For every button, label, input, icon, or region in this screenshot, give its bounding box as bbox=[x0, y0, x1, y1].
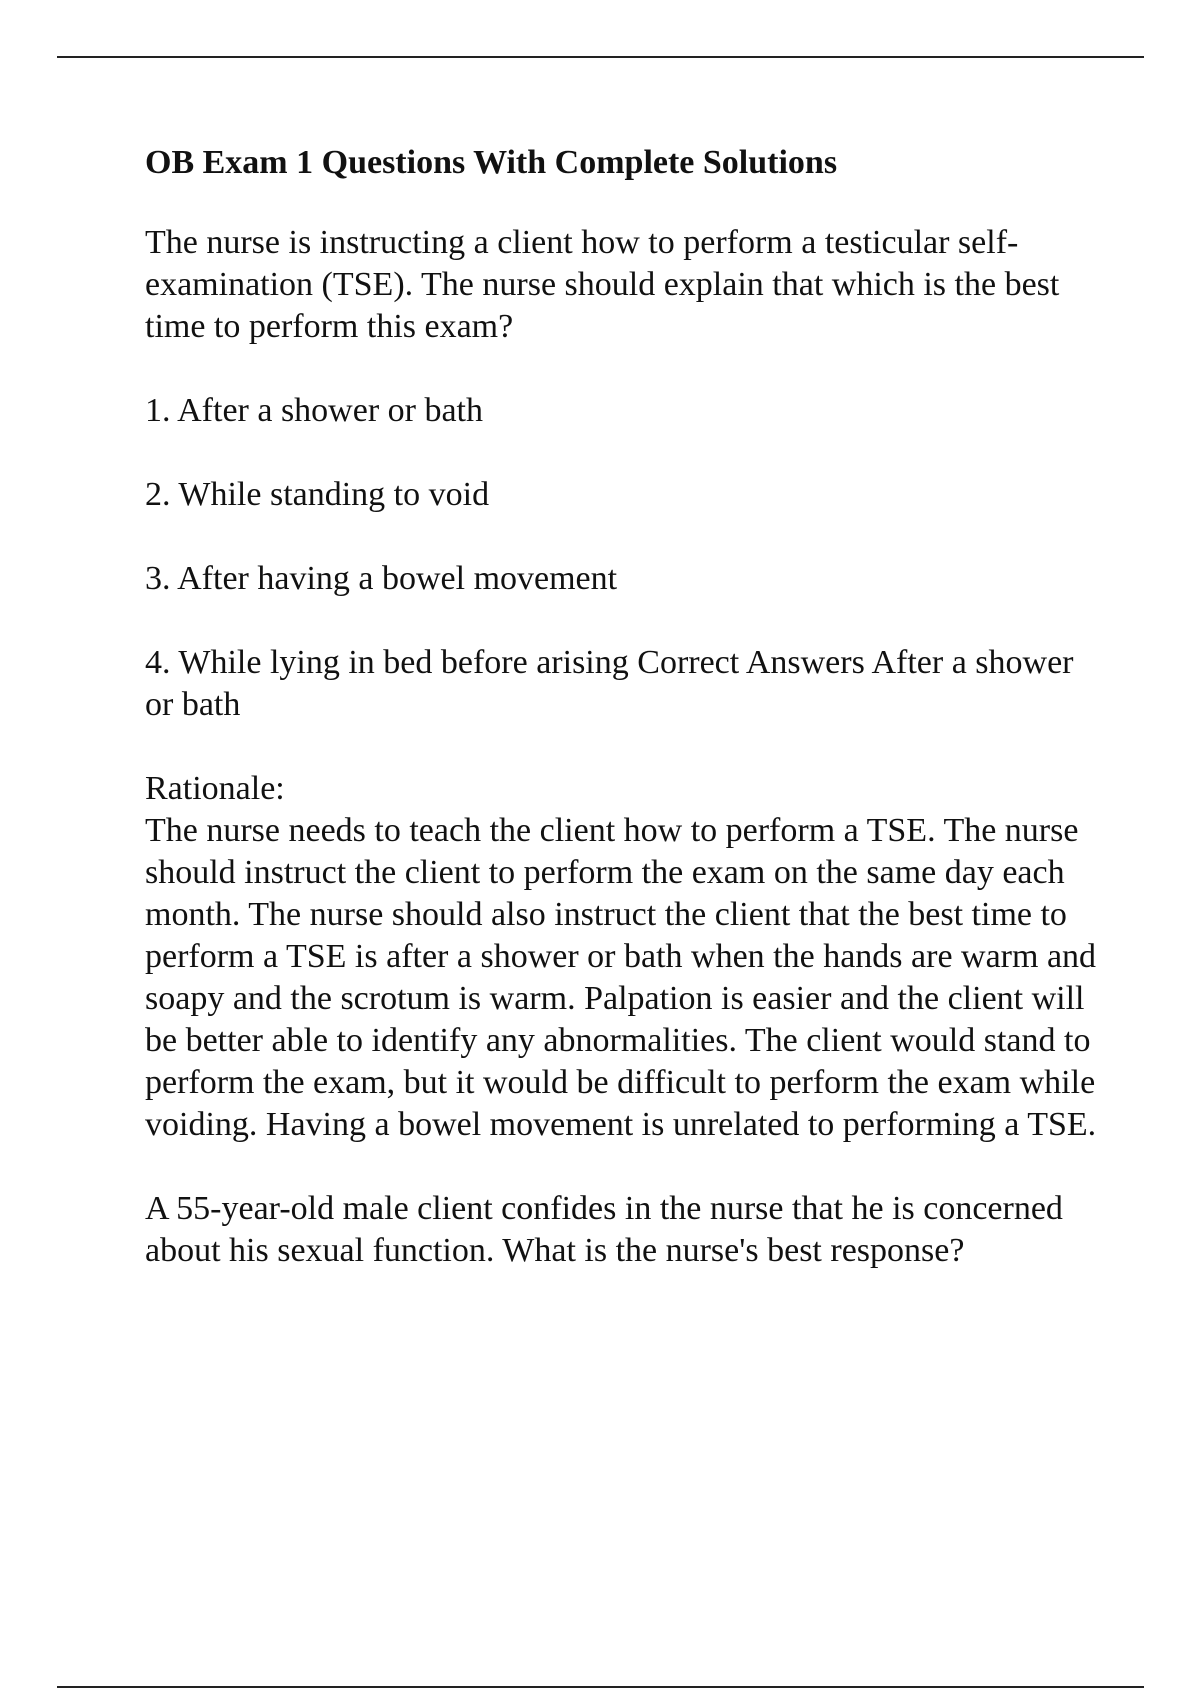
rationale-label: Rationale: bbox=[145, 770, 285, 807]
top-divider bbox=[57, 56, 1144, 58]
bottom-divider bbox=[57, 1686, 1144, 1688]
option-3: 3. After having a bowel movement bbox=[145, 560, 618, 597]
correct-answers-label: Correct Answers bbox=[637, 644, 865, 681]
document-title: OB Exam 1 Questions With Complete Solutions bbox=[145, 144, 838, 181]
rationale-block bbox=[145, 768, 1105, 1146]
question-1-options bbox=[145, 390, 1105, 726]
correct-answer: After a shower or bath bbox=[145, 644, 1074, 723]
option-4-with-answer bbox=[145, 642, 1105, 726]
option-2: 2. While standing to void bbox=[145, 476, 490, 513]
question-2-stem: A 55-year-old male client confides in the nurse that he is concerned about his sexual function. What is the nurse's best response? bbox=[145, 1190, 1063, 1269]
page-content bbox=[145, 142, 1105, 1314]
rationale-text: The nurse needs to teach the client how to perform a TSE. The nurse should instruct the client to perform the exam on the same day each month. The nurse should also instruct the client that the best time to perform a TSE is after a shower or bath when the hands are warm and soapy and the scrotum is warm. Palpation is easier and the client will be better able to identify any abnormalities. The client would stand to perform the exam, but it would be difficult to perform the exam while voiding. Having a bowel movement is unrelated to performing a TSE. bbox=[145, 812, 1097, 1143]
option-4: 4. While lying in bed before arising bbox=[145, 644, 629, 681]
option-1: 1. After a shower or bath bbox=[145, 392, 484, 429]
question-1-stem: The nurse is instructing a client how to perform a testicular self-examination (TSE). The nurse should explain that which is the best time to perform this exam? bbox=[145, 224, 1060, 345]
